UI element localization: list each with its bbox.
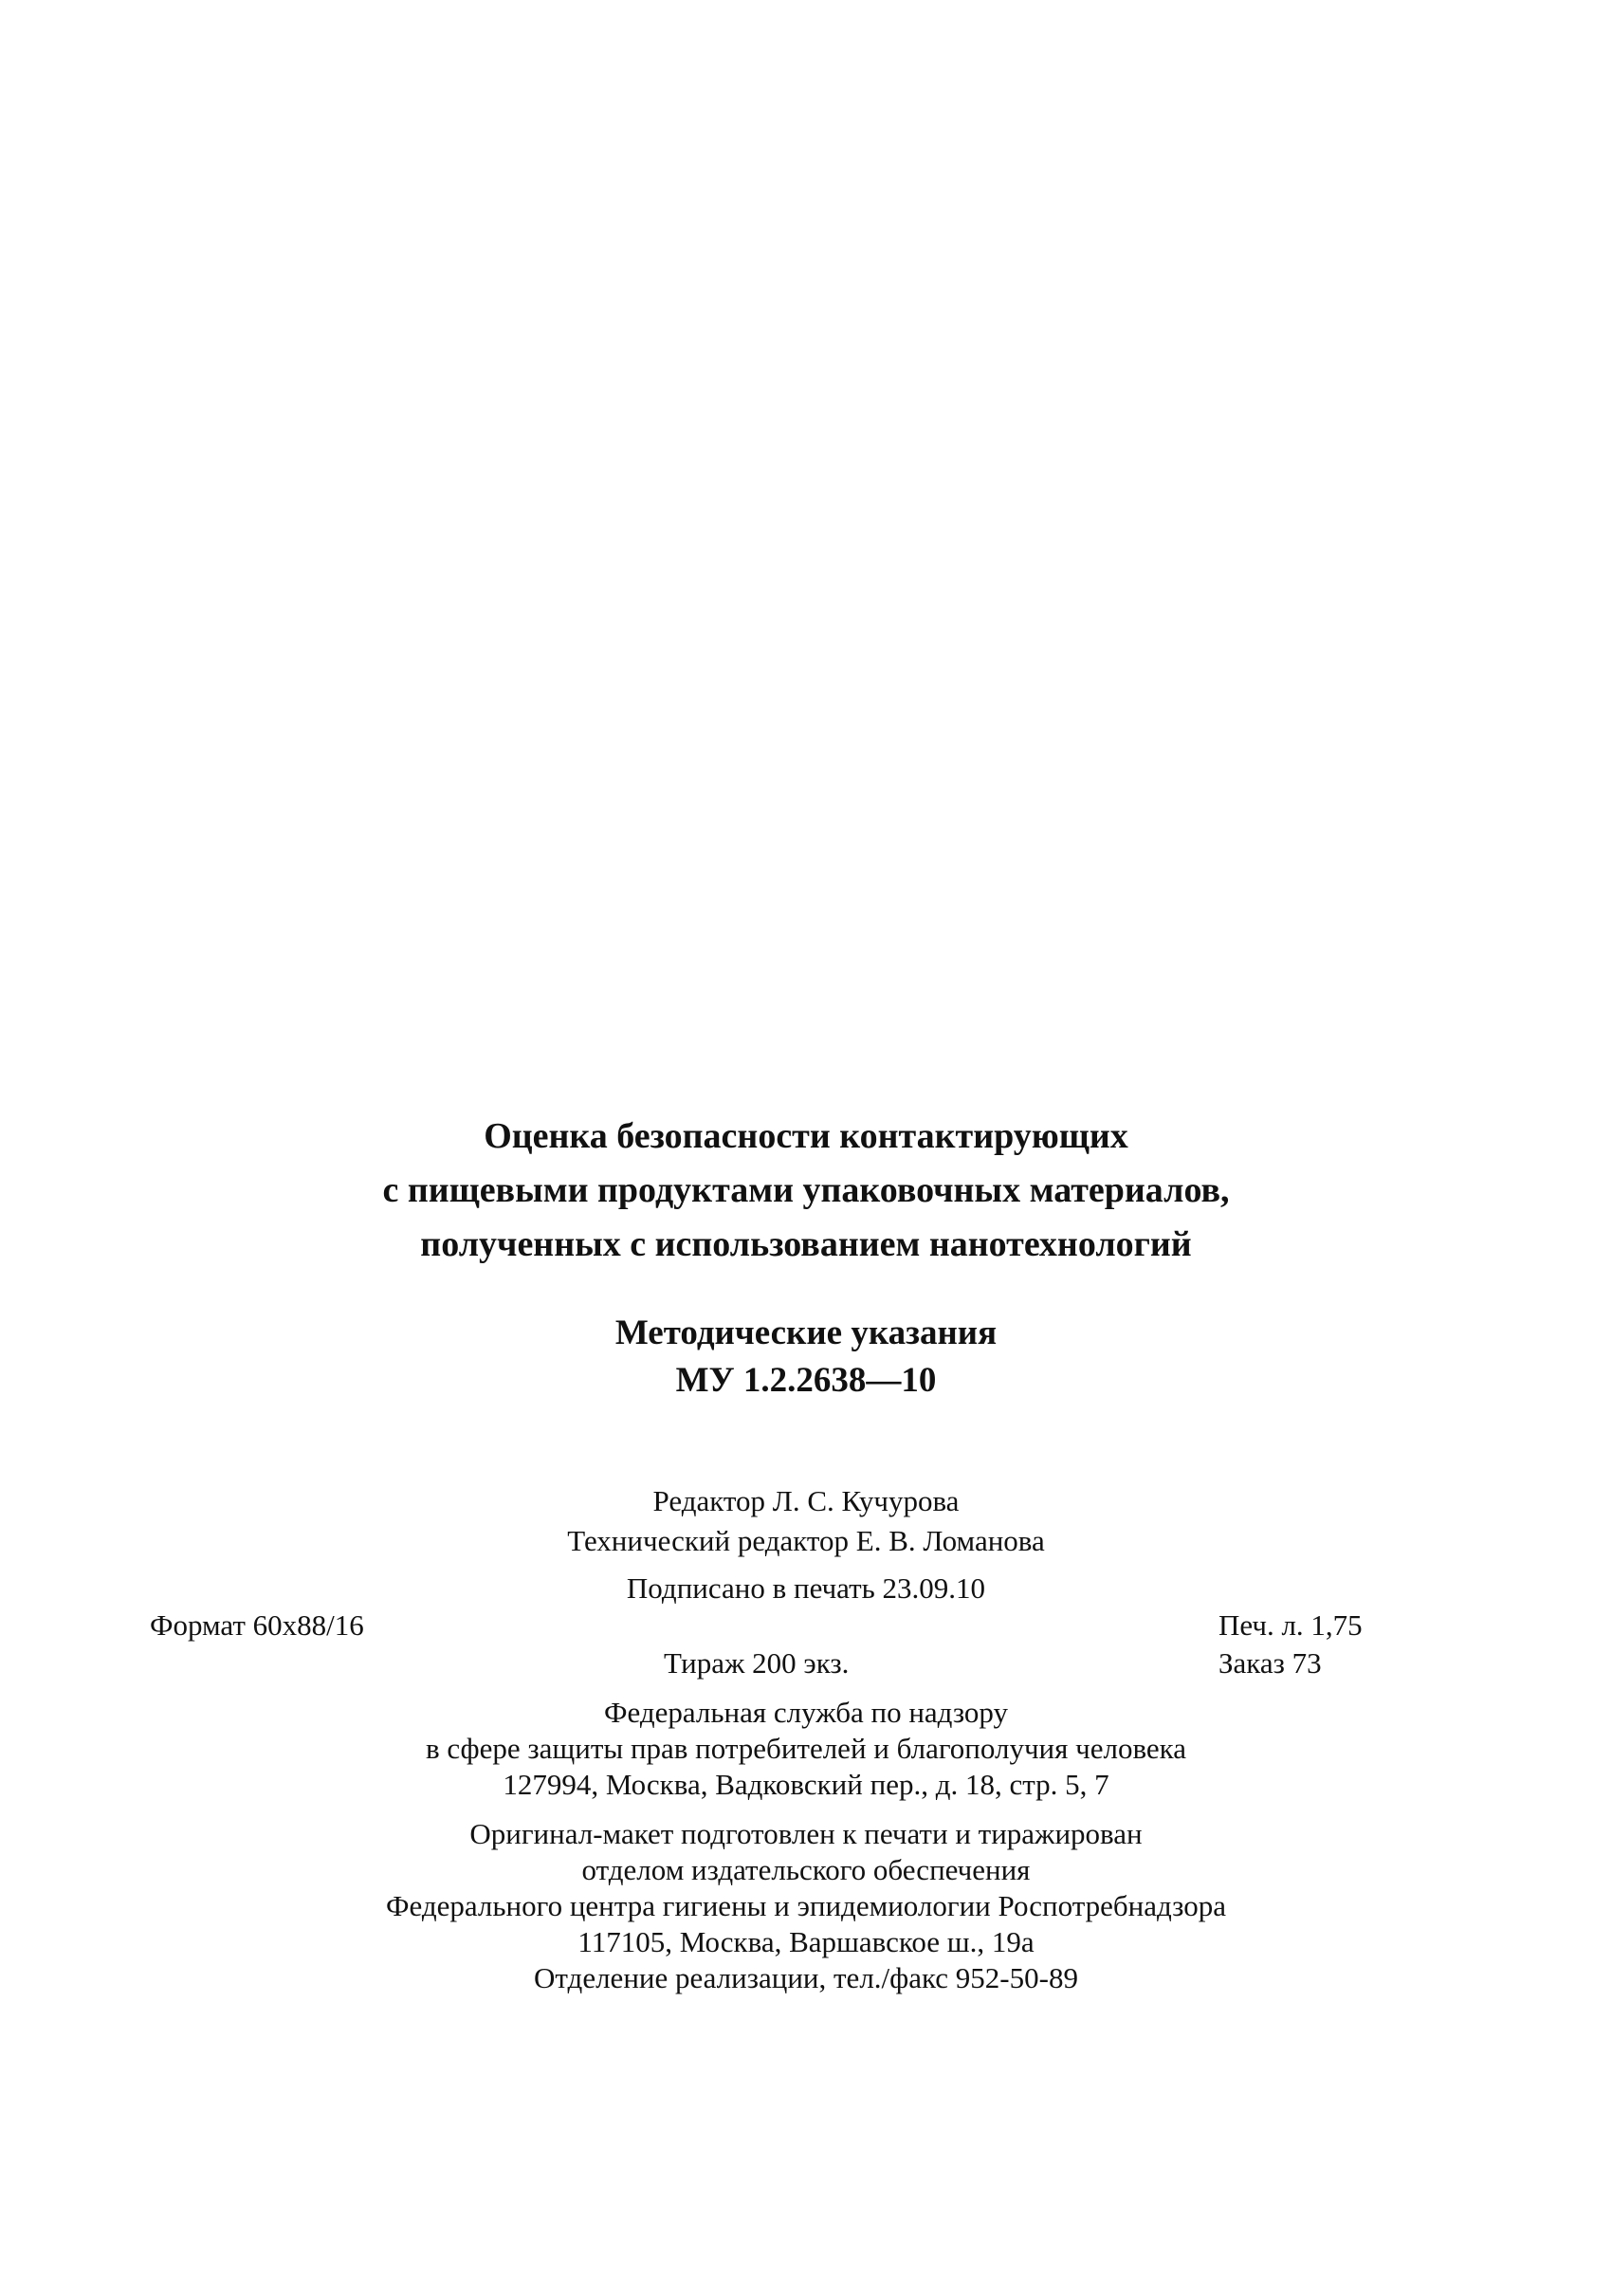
printer-address: 117105, Москва, Варшавское ш., 19а	[577, 1925, 1035, 1958]
printer-line-2: отделом издательского обеспечения	[581, 1853, 1031, 1886]
title-line-3: полученных с использованием нанотехнологий	[420, 1224, 1192, 1264]
printer-line-1: Оригинал-макет подготовлен к печати и тиражирован	[469, 1817, 1143, 1850]
title-line-1: Оценка безопасности контактирующих	[484, 1116, 1128, 1156]
order-number: Заказ 73	[1218, 1646, 1322, 1680]
document-type: Методические указания	[614, 1313, 998, 1352]
print-run: Тираж 200 экз.	[664, 1646, 850, 1680]
tech-editor-credit: Технический редактор Е. В. Ломанова	[567, 1524, 1045, 1557]
publisher-line-2: в сфере защиты прав потребителей и благополучия человека	[425, 1732, 1187, 1765]
printer-line-3: Федерального центра гигиены и эпидемиологии Роспотребнадзора	[386, 1889, 1226, 1922]
title-line-2: с пищевыми продуктами упаковочных материалов,	[382, 1170, 1230, 1210]
document-number: МУ 1.2.2638—10	[675, 1361, 937, 1400]
sales-contact: Отделение реализации, тел./факс 952-50-89	[534, 1961, 1078, 1994]
printed-sheets: Печ. л. 1,75	[1218, 1608, 1363, 1642]
editor-credit: Редактор Л. С. Кучурова	[652, 1484, 960, 1517]
publisher-address: 127994, Москва, Вадковский пер., д. 18, стр. 5, 7	[503, 1768, 1109, 1801]
signed-to-print: Подписано в печать 23.09.10	[626, 1571, 986, 1605]
paper-format: Формат 60х88/16	[150, 1608, 364, 1642]
publisher-line-1: Федеральная служба по надзору	[604, 1696, 1008, 1729]
